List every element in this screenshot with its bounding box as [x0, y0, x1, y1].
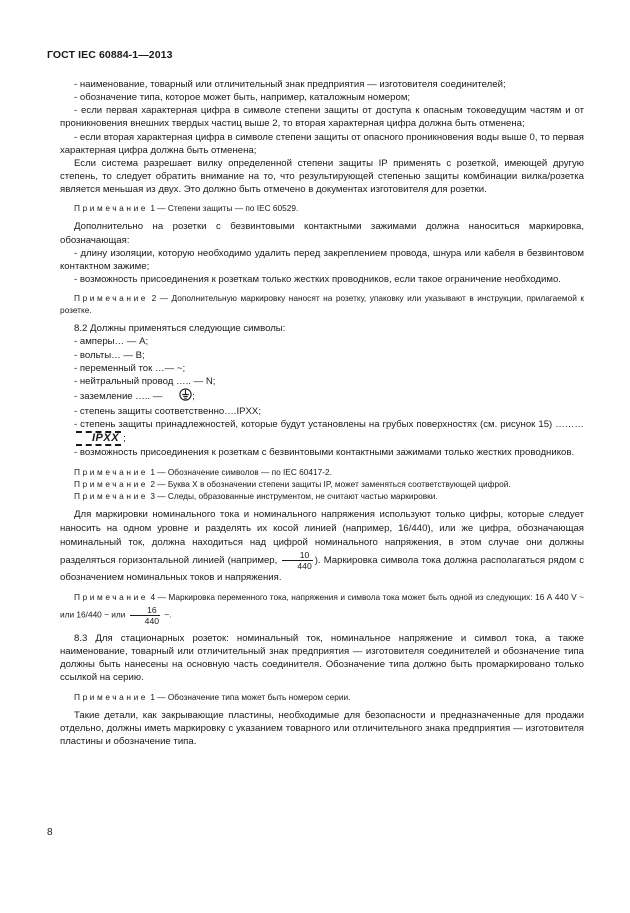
note-label: Примечание: [74, 592, 149, 603]
fraction: [130, 605, 160, 626]
note-label: Примечание: [74, 293, 149, 304]
note-text: 2 — Буква X в обозначении степени защиты IP, может заменяться соответствующей цифрой.: [148, 478, 511, 489]
note-label: Примечание: [74, 691, 149, 702]
note-text: 1 — Обозначение символов — по IEC 60417-2.: [148, 466, 332, 477]
note: [60, 591, 584, 626]
fraction-numerator: 16: [130, 605, 160, 616]
document-body: [60, 78, 584, 748]
note-text: ~.: [162, 609, 172, 620]
note-text: 2 — Дополнительную маркировку наносят на розетку, упаковку или указывают в инструкции, прилагаемой к розетке.: [60, 293, 584, 316]
paragraph: 8.3 Для стационарных розеток: номинальный ток, номинальное напряжение и символ тока, а также наименование, товарный или отличительный знак предприятия — изготовителя соединителей и обозначение типа должны быть нанесены на основную часть соединителя. Обозначение типа должно быть промаркировано только ссылкой на серию.: [60, 632, 584, 684]
note: [60, 691, 584, 703]
document-header: ГОСТ IEC 60884-1—2013: [47, 49, 173, 61]
list-item-text: - заземление ….. —: [74, 391, 166, 403]
list-item: - если вторая характерная цифра в символе степени защиты от опасного проникновения воды выше 0, то первая характерная цифра должна быть отменена;: [60, 131, 584, 156]
list-item: - возможность присоединения к розеткам с безвинтовыми контактными зажимами только жестких проводников.: [74, 447, 575, 459]
list-item: - наименование, товарный или отличительный знак предприятия — изготовителя соединителей;: [74, 79, 506, 90]
list-item: - переменный ток …— ~;: [74, 362, 186, 374]
protective-earth-icon: [165, 388, 192, 405]
list-item: - нейтральный провод ….. — N;: [74, 375, 216, 387]
note: [60, 490, 584, 502]
page-number: 8: [47, 827, 53, 838]
list-item: - если первая характерная цифра в символе степени защиты от доступа к опасным токоведущим частям и от проникновения внешних твердых частиц выше 2, то вторая характерная цифра должна быть отменена;: [60, 105, 584, 130]
paragraph: Дополнительно на розетки с безвинтовыми контактными зажимами должна наноситься маркировка, обозначающая:: [60, 221, 584, 246]
note-label: Примечание: [74, 478, 149, 489]
note-label: Примечание: [74, 203, 149, 214]
list-item: - возможность присоединения к розеткам только жестких проводников, если такое ограничение необходимо.: [74, 274, 561, 286]
list-item: - степень защиты соответственно….IPXX;: [74, 406, 261, 418]
list-item: - длину изоляции, которую необходимо удалить перед закреплением провода, шнура или кабеля в безвинтовом контактном зажиме;: [60, 247, 584, 272]
list-item-text: ;: [192, 391, 195, 403]
list-item-text: ;: [123, 433, 126, 445]
list-item: [60, 418, 584, 446]
note-label: Примечание: [74, 466, 149, 477]
note: [60, 202, 584, 214]
note-text: 1 — Обозначение типа может быть номером серии.: [148, 691, 351, 702]
note: [60, 466, 584, 478]
note: [60, 292, 584, 316]
paragraph: Если система разрешает вилку определенной степени защиты IP применять с розеткой, имеющей другую степень, то следует обратить внимание на то, что результирующей степенью защиты комбинации вилка/розетка является меньшая из двух. Это должно быть отмечено в документах изготовителя для розетки.: [60, 157, 584, 196]
fraction: [282, 550, 312, 571]
list-item: - амперы… — А;: [74, 336, 149, 348]
paragraph: [60, 508, 584, 586]
note-text: 1 — Степени защиты — по IEC 60529.: [148, 203, 299, 214]
note-text: 4 — Маркировка переменного тока, напряжения и символа тока может быть одной из следующих: 16 А 440 V ~ или 16/440 ~ или: [60, 592, 584, 620]
note-label: Примечание: [74, 490, 149, 501]
section-heading: 8.2 Должны применяться следующие символы:: [74, 323, 286, 335]
list-item: [60, 388, 584, 405]
ipxx-symbol-text: IPXX: [76, 431, 121, 446]
note-text: 3 — Следы, образованные инструментом, не считают частью маркировки.: [148, 490, 438, 501]
paragraph-text: Для маркировки номинального тока и номинального напряжения используют только цифры, которые следует наносить на одном уровне и разделять их косой линией (например, 16/440), или же цифра, обозначающая номинальный ток, должна находиться над цифрой номинального напряжения, в этом случае они должны разделяться горизонтальной линией (например,: [60, 508, 584, 567]
rough-surface-ipxx-symbol: [62, 431, 121, 446]
fraction-numerator: 10: [282, 550, 312, 561]
fraction-denominator: 440: [144, 615, 160, 626]
paragraph: Такие детали, как закрывающие пластины, необходимые для безопасности и предназначенные для продажи отдельно, должны иметь маркировку с указанием товарного или отличительного знака предприятия — изготовителя пластины и обозначение типа.: [60, 709, 584, 747]
list-item: - обозначение типа, которое может быть, например, каталожным номером;: [74, 92, 411, 104]
list-item: - вольты… — В;: [74, 349, 145, 361]
fraction-denominator: 440: [297, 561, 312, 572]
note: [60, 478, 584, 490]
list-item-text: - степень защиты принадлежностей, которые будут установлены на грубых поверхностях (см. рисунок 15) ………: [74, 419, 584, 431]
paragraph-text: ). Маркировка символа тока должна располагаться рядом с обозначением номинальных токов и напряжения.: [60, 555, 584, 584]
